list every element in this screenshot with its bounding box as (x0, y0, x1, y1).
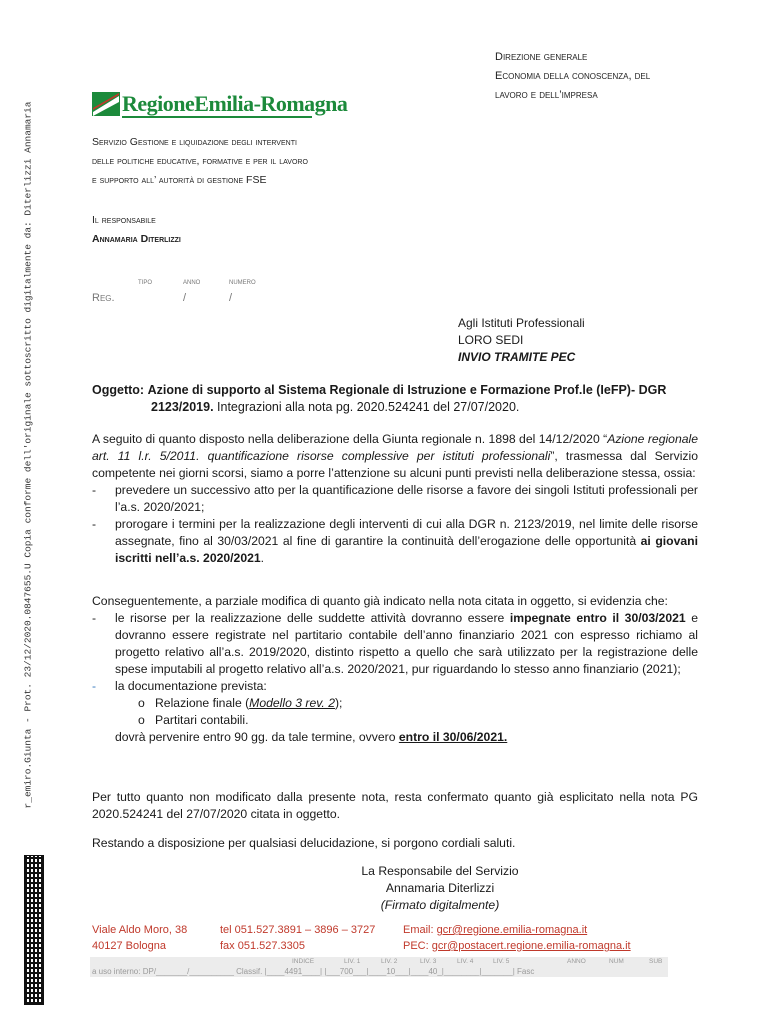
digital-signature-stamp (19, 60, 37, 850)
paragraph-4: Restando a disposizione per qualsiasi delucidazione, si porgono cordiali saluti. (92, 836, 516, 850)
delivery-note: INVIO TRAMITE PEC (458, 350, 576, 364)
recipient-line: LORO SEDI (458, 333, 524, 347)
model-reference: Modello 3 rev. 2 (249, 696, 335, 710)
recipient-block (458, 315, 585, 366)
protocol-vertical-text: r_emiro.Giunta - Prot. 23/12/2020.0847655.U Copia conforme dell'originale sottoscritto digitalmente da: Diterlizzi Annamaria (22, 101, 34, 809)
region-logo-text: RegioneEmilia-Romagna (122, 91, 348, 116)
responsible-name: Annamaria Diterlizzi (92, 233, 181, 245)
sub-list-item: o Partitari contabili. (138, 713, 249, 727)
pec-link[interactable]: gcr@postacert.regione.emilia-romagna.it (431, 940, 631, 952)
list-item: - le risorse per la realizzazione delle suddette attività dovranno essere impegnate entro il 30/03/2021 e dovranno essere registrate nel partitario contabile dell’anno finanziario 2021 con espresso richiamo al progetto relativo all’a.s. 2019/2020, distinto rispetto a quello che sarà utilizzato per la registrazione delle spese imputabili al progetto relativo all’a.s. 2020/2021, pur riguardando lo stesso anno finanziario (2021); (92, 611, 698, 676)
email-link[interactable]: gcr@regione.emilia-romagna.it (436, 924, 588, 936)
region-logo (92, 90, 348, 118)
bullet-emphasis: impegnate entro il 30/03/2021 (509, 611, 686, 625)
class-header: INDICE (292, 958, 315, 965)
signature-name: Annamaria Diterlizzi (385, 881, 495, 895)
list-item: - la documentazione prevista: (92, 678, 698, 695)
sub-item-end: ); (334, 696, 343, 710)
subject-label: Oggetto: (92, 383, 145, 397)
service-line: delle politiche educative, formative e per il lavoro (92, 155, 308, 167)
footer-phone (220, 922, 375, 954)
subject-block (92, 382, 700, 416)
class-header: LIV. 1 (344, 958, 361, 965)
footer-fax: fax 051.527.3305 (220, 940, 306, 952)
paragraph-2 (92, 593, 698, 746)
sub-item-text: Partitari contabili. (155, 713, 249, 727)
direction-header (495, 48, 650, 105)
class-header: NUM (609, 958, 624, 965)
para2-intro: Conseguentemente, a parziale modifica di quanto già indicato nella nota citata in oggetto, si evidenzia che: (92, 594, 668, 608)
responsible-title: Il responsabile (92, 214, 156, 226)
classification-row: a uso interno: DP/_______/__________ Classif. |____4491____| |___700___|____10___|____40_|________|_______| Fasc (92, 967, 535, 976)
subject-title-cont: 2123/2019. (151, 400, 214, 414)
direction-line: Economia della conoscenza, del (495, 70, 651, 82)
footer-city: 40127 Bologna (92, 940, 167, 952)
logo-underline (122, 116, 312, 118)
footer-tel: tel 051.527.3891 – 3896 – 3727 (220, 924, 376, 936)
signature-role: La Responsabile del Servizio (361, 864, 519, 878)
closing-text: dovrà pervenire entro 90 gg. da tale termine, ovvero (115, 730, 399, 744)
region-logo-icon (92, 90, 122, 118)
list-item: - prorogare i termini per la realizzazione degli interventi di cui alla DGR n. 2123/2019, nel limite delle risorse assegnate, fino al 30/03/2021 al fine di garantire la continuità dell’erogazione delle opportunità ai giovani iscritti nell’a.s. 2020/2021. (92, 517, 698, 565)
protocol-year-header: anno (183, 276, 201, 286)
bullet-text: prevedere un successivo atto per la quantificazione delle risorse a favore dei singoli Istituti professionali per l’a.s. 2020/2021; (115, 483, 698, 514)
footer-contacts (403, 922, 631, 954)
email-label: Email: (403, 924, 434, 936)
service-header (92, 133, 308, 190)
class-header: ANNO (567, 958, 586, 965)
paragraph-3: Per tutto quanto non modificato dalla presente nota, resta confermato quanto già esplicitato nella nota PG 2020.524241 del 27/07/2020 citata in oggetto. (92, 790, 698, 821)
service-line: Servizio Gestione e liquidazione degli interventi (92, 136, 297, 148)
direction-line: Direzione generale (495, 51, 588, 63)
direction-line: lavoro e dell’impresa (495, 89, 598, 101)
para1-text: A seguito di quanto disposto nella deliberazione della Giunta regionale n. 1898 del 14/12/2020 “ (92, 432, 608, 446)
bullet-text: prorogare i termini per la realizzazione degli interventi di cui alla DGR n. 2123/2019, nel limite delle risorse assegnate, fino al 30/03/2021 al fine di garantire la continuità dell’erogazione delle opportunità (115, 517, 698, 548)
para1-quote: Azione regionale art. 11 l.r. 5/2011. quantificazione risorse complessive per istituti professionali (92, 432, 698, 463)
para1-text-end: ”, trasmessa dal Servizio competente nei giorni scorsi, siamo a porre l’attenzione su alcuni punti previsti nella deliberazione stessa, ossia: (92, 449, 698, 480)
class-header: SUB (649, 958, 663, 965)
bullet-text-cont: e dovranno essere registrate nel partitario contabile dell’anno finanziario 2021 con espresso richiamo al progetto relativo all’a.s. 2019/2020, distinto rispetto a quello che sarà utilizzato per la registrazione delle spese imputabili al progetto relativo all’a.s. 2020/2021, pur riguardando lo stesso anno finanziario (2021); (115, 611, 698, 676)
footer-street: Viale Aldo Moro, 38 (92, 924, 188, 936)
protocol-reg-label: Reg. (92, 292, 115, 304)
sub-list-item: o Relazione finale (Modello 3 rev. 2); (138, 696, 343, 710)
class-header: LIV. 3 (420, 958, 437, 965)
class-header: LIV. 4 (457, 958, 474, 965)
bullet-text: la documentazione prevista: (115, 679, 267, 693)
protocol-slash: / (183, 292, 187, 304)
bullet-end: . (260, 551, 265, 565)
classification-bar (90, 957, 668, 977)
subject-title: Azione di supporto al Sistema Regionale di Istruzione e Formazione Prof.le (IeFP)- DGR (147, 383, 667, 397)
recipient-line: Agli Istituti Professionali (458, 316, 585, 330)
paragraph-1 (92, 431, 698, 567)
bullet-emphasis: ai giovani iscritti nell’a.s. 2020/2021 (115, 534, 698, 565)
signature-block (300, 863, 580, 914)
deadline-emphasis: entro il 30/06/2021. (398, 730, 508, 744)
signature-note: (Firmato digitalmente) (380, 898, 500, 912)
protocol-number-header: numero (229, 276, 256, 286)
service-line: e supporto all’ autorità di gestione FSE (92, 174, 267, 186)
datamatrix-barcode (24, 855, 44, 1005)
responsible-block (92, 211, 181, 249)
list-item: - prevedere un successivo atto per la quantificazione delle risorse a favore dei singoli Istituti professionali per l’a.s. 2020/2021; (92, 483, 698, 514)
class-header: LIV. 5 (493, 958, 510, 965)
protocol-slash: / (229, 292, 233, 304)
footer-address (92, 922, 187, 954)
class-header: LIV. 2 (381, 958, 398, 965)
bullet-text: le risorse per la realizzazione delle suddette attività dovranno essere (115, 611, 510, 625)
protocol-type-header: tipo (138, 276, 153, 286)
pec-label: PEC: (403, 940, 429, 952)
subject-rest: Integrazioni alla nota pg. 2020.524241 del 27/07/2020. (213, 400, 520, 414)
sub-item-text: Relazione finale ( (155, 696, 250, 710)
